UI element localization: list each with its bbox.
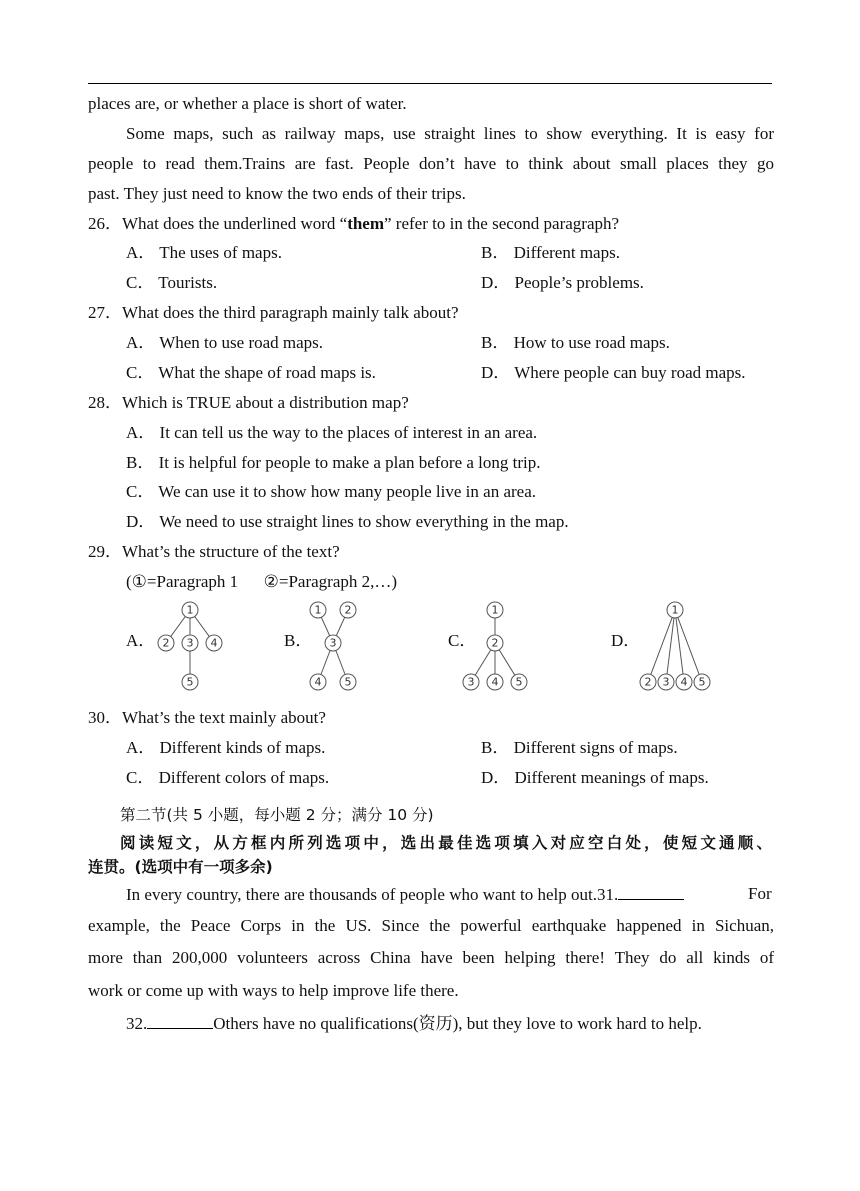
- svg-text:2: 2: [644, 675, 652, 689]
- svg-text:4: 4: [314, 675, 322, 689]
- passage-line: past. They just need to know the two ends of their trips.: [88, 184, 466, 203]
- stem-text: ” refer to in the second paragraph?: [384, 214, 620, 233]
- paragraph-text: In every country, there are thousands of people who want to help out.31.: [126, 885, 619, 904]
- option-c[interactable]: C． Tourists.: [126, 273, 218, 292]
- option-d[interactable]: D． Where people can buy road maps.: [481, 363, 746, 382]
- question-number: 30．: [88, 708, 122, 727]
- answer-blank-31[interactable]: [618, 883, 684, 900]
- svg-text:3: 3: [467, 675, 475, 689]
- paragraph-text: 32.: [126, 1014, 148, 1033]
- paragraph-text: For: [748, 884, 772, 903]
- svg-text:2: 2: [344, 603, 352, 617]
- svg-text:5: 5: [186, 675, 194, 689]
- svg-text:3: 3: [662, 675, 670, 689]
- question-28-stem: [88, 392, 409, 414]
- svg-text:3: 3: [329, 636, 337, 650]
- svg-text:1: 1: [314, 603, 322, 617]
- option-a-structure-diagram[interactable]: [150, 598, 230, 694]
- svg-text:1: 1: [491, 603, 499, 617]
- paragraph-line: [126, 1012, 702, 1035]
- option-c[interactable]: C． Different colors of maps.: [126, 768, 330, 787]
- section-heading: 第二节(共 5 小题，每小题 2 分；满分 10 分): [120, 806, 434, 824]
- paragraph-line: example, the Peace Corps in the US. Since the powerful earthquake happened in Sichuan,: [88, 916, 774, 935]
- svg-text:1: 1: [186, 603, 194, 617]
- option-a[interactable]: A． The uses of maps.: [126, 243, 282, 262]
- option-b[interactable]: B． Different maps.: [481, 243, 620, 262]
- question-29-stem: [88, 541, 340, 563]
- svg-text:2: 2: [162, 636, 170, 650]
- svg-text:4: 4: [210, 636, 218, 650]
- stem-text: What’s the structure of the text?: [122, 542, 340, 561]
- option-c-structure-diagram[interactable]: [455, 598, 535, 694]
- question-number: 29．: [88, 542, 122, 561]
- question-number: 27．: [88, 303, 122, 322]
- section-instruction: 连贯。(选项中有一项多余): [88, 858, 273, 876]
- svg-text:1: 1: [671, 603, 679, 617]
- option-c[interactable]: C． We can use it to show how many people live in an area.: [126, 482, 536, 501]
- svg-text:4: 4: [680, 675, 688, 689]
- passage-line: Some maps, such as railway maps, use straight lines to show everything. It is easy for: [126, 124, 774, 143]
- svg-text:5: 5: [698, 675, 706, 689]
- keyword: them: [347, 214, 385, 233]
- option-a[interactable]: A． When to use road maps.: [126, 333, 324, 352]
- option-d[interactable]: D． We need to use straight lines to show everything in the map.: [126, 512, 569, 531]
- option-b[interactable]: B． How to use road maps.: [481, 333, 670, 352]
- paragraph-text: Others have no qualifications(资历), but they love to work hard to help.: [213, 1014, 702, 1033]
- structure-note: (①=Paragraph 1 ②=Paragraph 2,…): [126, 572, 398, 591]
- option-d-label[interactable]: D．: [611, 631, 641, 650]
- option-b[interactable]: B． Different signs of maps.: [481, 738, 678, 757]
- section-instruction: 阅读短文，从方框内所列选项中，选出最佳选项填入对应空白处，使短文通顺、: [120, 834, 772, 852]
- stem-text: What does the third paragraph mainly talk about?: [122, 303, 459, 322]
- option-d[interactable]: D． Different meanings of maps.: [481, 768, 709, 787]
- option-c-label[interactable]: C．: [448, 631, 477, 650]
- question-number: 26．: [88, 214, 122, 233]
- option-d-structure-diagram[interactable]: [630, 598, 720, 694]
- option-b[interactable]: B． It is helpful for people to make a plan before a long trip.: [126, 453, 541, 472]
- svg-text:4: 4: [491, 675, 499, 689]
- paragraph-line: more than 200,000 volunteers across China have been helping there! They do all kinds of: [88, 948, 774, 967]
- stem-text: What’s the text mainly about?: [122, 708, 326, 727]
- option-b-structure-diagram[interactable]: [300, 598, 370, 694]
- answer-blank-32[interactable]: [147, 1012, 213, 1029]
- option-d[interactable]: D． People’s problems.: [481, 273, 644, 292]
- question-26-stem: [88, 213, 619, 235]
- paragraph-line: [126, 883, 684, 906]
- svg-text:5: 5: [344, 675, 352, 689]
- stem-text: Which is TRUE about a distribution map?: [122, 393, 409, 412]
- option-a[interactable]: A． Different kinds of maps.: [126, 738, 326, 757]
- option-a-label[interactable]: A．: [126, 631, 156, 650]
- passage-line: people to read them.Trains are fast. People don’t have to think about small places they go: [88, 154, 774, 173]
- passage-line: places are, or whether a place is short of water.: [88, 94, 407, 113]
- option-c[interactable]: C． What the shape of road maps is.: [126, 363, 376, 382]
- question-27-stem: [88, 302, 459, 324]
- question-number: 28．: [88, 393, 122, 412]
- question-30-stem: [88, 707, 326, 729]
- svg-text:2: 2: [491, 636, 499, 650]
- option-a[interactable]: A． It can tell us the way to the places of interest in an area.: [126, 423, 538, 442]
- paragraph-line: work or come up with ways to help improve life there.: [88, 981, 459, 1000]
- svg-text:5: 5: [515, 675, 523, 689]
- stem-text: What does the underlined word “: [122, 214, 348, 233]
- header-rule: [88, 83, 772, 84]
- svg-text:3: 3: [186, 636, 194, 650]
- option-b-label[interactable]: B．: [284, 631, 313, 650]
